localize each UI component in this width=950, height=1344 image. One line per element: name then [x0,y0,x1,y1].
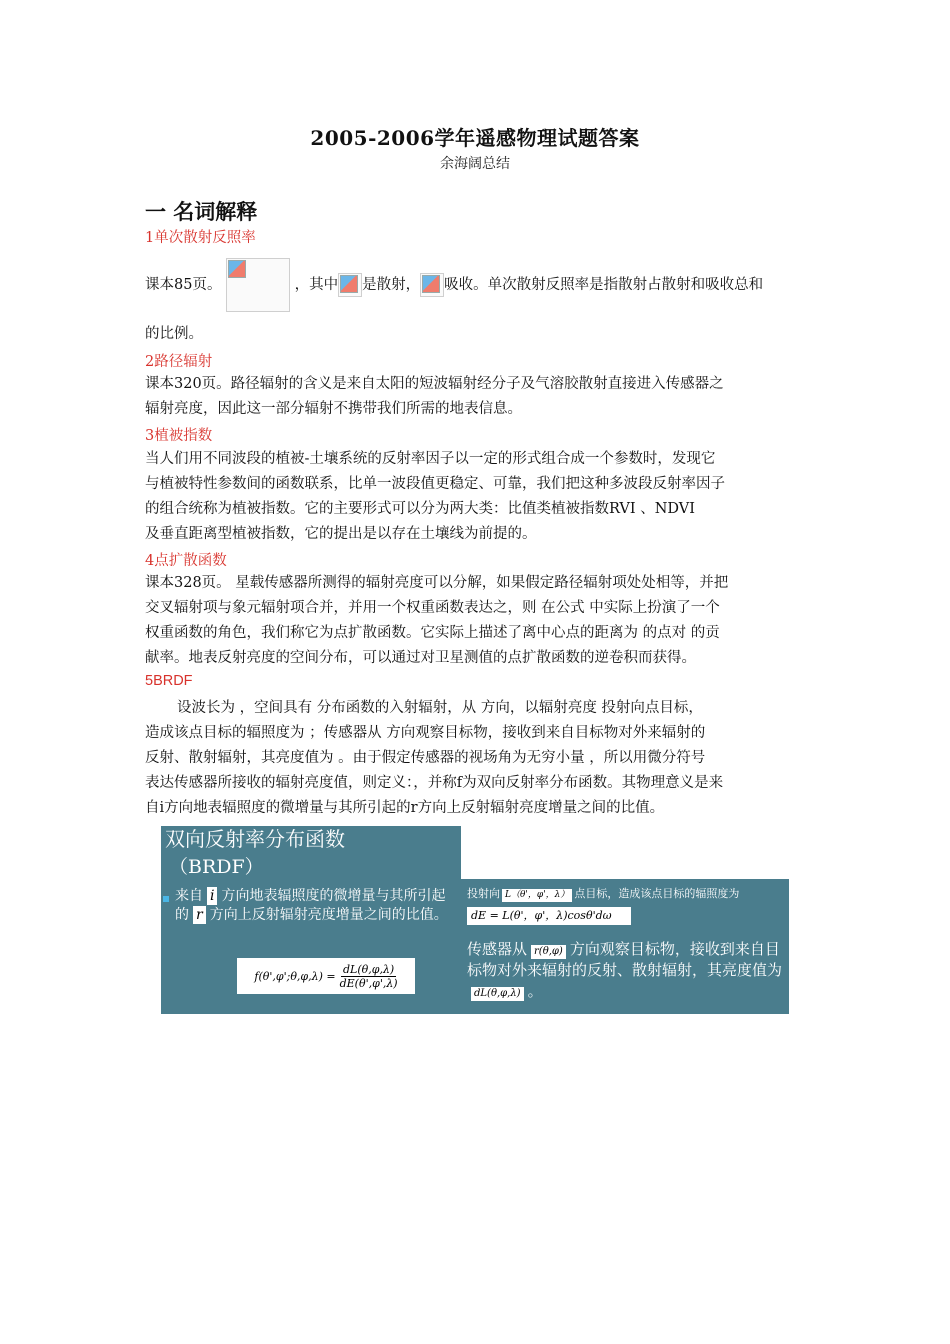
item-body-5 [145,696,810,821]
text-line: 当人们用不同波段的植被-土壤系统的反射率因子以一定的形式组合成一个参数时，发现它 [145,451,716,467]
text-span: 方向上反射辐射亮度增量之间的比值。 [209,907,448,923]
slide-subtitle: （BRDF） [169,856,264,878]
page-title: 2005-2006学年遥感物理试题答案 [310,126,640,150]
item-body-3 [145,447,810,547]
text-span: 是散射， [362,277,421,293]
formula-image [338,273,362,297]
symbol-box: dL(θ,φ,λ) [471,987,524,1001]
fraction [340,963,398,990]
formula-lhs: f(θ',φ';θ,φ,λ) = [254,969,336,983]
text-line: 与植被特性参数间的函数联系，比单一波段值更稳定、可靠，我们把这种多波段反射率因子 [145,476,725,492]
item-heading-5: 5BRDF [145,673,193,689]
numerator: dL(θ,φ,λ) [343,962,395,976]
bullet-icon [163,896,169,902]
text-span: 课本85页。 [145,277,222,293]
item-heading-2: 2路径辐射 [145,354,213,370]
text-line: 权重函数的角色，我们称它为点扩散函数。它实际上描述了离中心点的距离为 的点对 的贡 [145,625,720,641]
text-line: 造成该点目标的辐照度为 ；传感器从 方向观察目标物，接收到来自目标物对外来辐射的 [145,725,706,741]
denominator: dE(θ',φ',λ) [339,976,398,990]
symbol-box: L（θ'，φ'，λ） [502,889,572,902]
text-span: 吸收。单次散射反照率是指散射占散射和吸收总和 [444,277,764,293]
text-span: 点目标，造成该点目标的辐照度为 [574,887,740,900]
symbol-box: i [207,887,217,905]
text-span: 投射向 [467,887,500,900]
text-line: 献率。地表反射亮度的空间分布，可以通过对卫星测值的点扩散函数的逆卷积而获得。 [145,650,696,666]
slide-title: 双向反射率分布函数 [165,827,345,851]
text-line: 表达传感器所接收的辐射亮度值，则定义：，并称f为双向反射率分布函数。其物理意义是来 [145,775,724,791]
item-body-2 [145,372,810,422]
text-line: 及垂直距离型植被指数，它的提出是以存在土壤线为前提的。 [145,526,537,542]
formula-image [226,258,290,312]
text-line: 的比例。 [145,326,203,342]
slide-top-text [467,885,785,902]
irradiance-formula: dE = L(θ'，φ'，λ)cosθ'dω [467,907,631,925]
item-heading-4: 4点扩散函数 [145,553,227,569]
text-span: 来自 [175,888,203,904]
text-line: 的组合统称为植被指数。它的主要形式可以分为两大类：比值类植被指数RVI 、NDVI [145,501,695,517]
text-line: 设波长为 ，空间具有 分布函数的入射辐射，从 方向，以辐射亮度 投射向点目标， [177,700,703,716]
text-line: 课本328页。 星载传感器所测得的辐射亮度可以分解，如果假定路径辐射项处处相等，并把 [145,575,729,591]
text-line: 自i方向地表辐照度的微增量与其所引起的r方向上反射辐射亮度增量之间的比值。 [145,800,665,816]
item-body-4 [145,571,810,671]
text-line: 反射、散射辐射，其亮度值为 。由于假定传感器的视场角为无穷小量 ，所以用微分符号 [145,750,706,766]
formula-image [420,273,444,297]
text-line: 辐射亮度，因此这一部分辐射不携带我们所需的地表信息。 [145,401,522,417]
slide-image-radiance [461,879,789,1014]
item-heading-1: 1单次散射反照率 [145,230,256,246]
item-heading-3: 3植被指数 [145,428,213,444]
slide-image-brdf [161,826,461,1014]
slide-text [175,887,457,925]
text-span: ，其中 [294,277,339,293]
section-heading: 一 名词解释 [145,199,258,224]
item-body-1b [145,322,810,347]
text-span: 传感器从 [467,940,528,958]
brdf-formula [237,958,415,994]
symbol-box: r(θ,φ) [531,945,566,959]
text-line: 交叉辐射项与象元辐射项合并，并用一个权重函数表达之，则 在公式 中实际上扮演了一个 [145,600,720,616]
slide-text [467,939,785,1002]
symbol-box: r [193,906,206,924]
text-line: 课本320页。路径辐射的含义是来自太阳的短波辐射经分子及气溶胶散射直接进入传感器之 [145,376,724,392]
author-line: 余海阔总结 [440,156,510,172]
text-span: 方向地表辐照度的微增量与其所引起的 [175,888,446,923]
item-body-1 [145,258,810,312]
text-span: 。 [527,982,543,1000]
text-span: 方向观察目标物，接收到来自目标物对外来辐射的反射、散射辐射，其亮度值为 [467,940,783,979]
